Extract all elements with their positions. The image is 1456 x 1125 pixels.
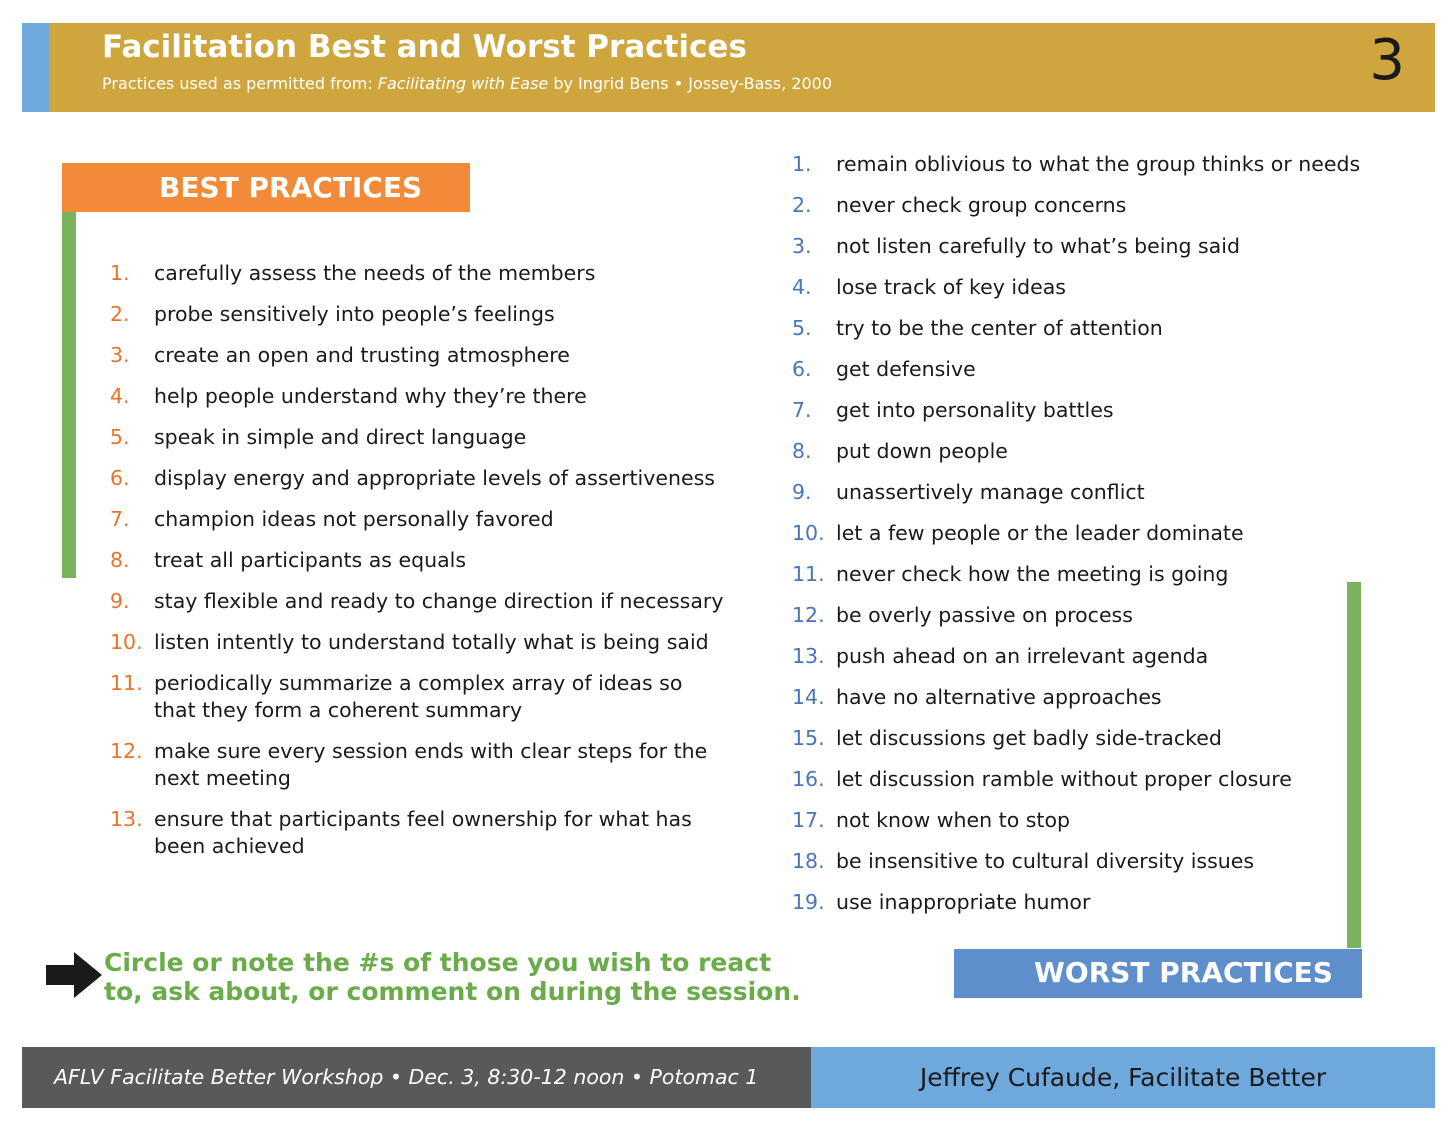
worst-practice-item-number: 8. bbox=[792, 439, 812, 463]
worst-practice-item-text: remain oblivious to what the group thinks or needs bbox=[836, 152, 1361, 176]
best-practice-item-number: 4. bbox=[110, 384, 130, 408]
best-practice-item-number: 9. bbox=[110, 589, 130, 613]
worst-practice-item bbox=[792, 274, 1412, 301]
footer-author-bar bbox=[811, 1047, 1435, 1108]
worst-practice-item bbox=[792, 725, 1412, 752]
worst-practice-item-text: lose track of key ideas bbox=[836, 275, 1066, 299]
worst-practice-item-number: 6. bbox=[792, 357, 812, 381]
best-practice-item-text: carefully assess the needs of the members bbox=[154, 261, 596, 285]
best-practice-item-text: ensure that participants feel ownership for what has been achieved bbox=[154, 807, 692, 858]
best-practice-item bbox=[110, 465, 730, 492]
worst-practice-item bbox=[792, 520, 1412, 547]
page-subtitle bbox=[102, 74, 832, 93]
worst-practice-item-number: 17. bbox=[792, 808, 825, 832]
worst-practice-item bbox=[792, 479, 1412, 506]
instruction-text: Circle or note the #s of those you wish to react to, ask about, or comment on during the session. bbox=[104, 948, 801, 1006]
best-practice-item bbox=[110, 670, 730, 724]
arrow-right-icon bbox=[46, 952, 102, 998]
worst-practices-heading: WORST PRACTICES bbox=[1034, 956, 1333, 989]
worst-practice-item-number: 19. bbox=[792, 890, 825, 914]
worst-practice-item bbox=[792, 192, 1412, 219]
best-practice-item-number: 13. bbox=[110, 807, 143, 831]
worst-practice-item bbox=[792, 315, 1412, 342]
worst-practice-item-text: get into personality battles bbox=[836, 398, 1114, 422]
worst-practice-item bbox=[792, 889, 1412, 916]
worst-practice-item bbox=[792, 848, 1412, 875]
best-practice-item bbox=[110, 588, 730, 615]
best-practice-item bbox=[110, 424, 730, 451]
best-practices-accent-bar bbox=[62, 212, 76, 578]
worst-practice-item-text: let discussions get badly side-tracked bbox=[836, 726, 1222, 750]
worst-practice-item-text: not listen carefully to what’s being said bbox=[836, 234, 1240, 258]
worst-practice-item-number: 16. bbox=[792, 767, 825, 791]
best-practice-item-number: 10. bbox=[110, 630, 143, 654]
best-practice-item-number: 11. bbox=[110, 671, 143, 695]
best-practice-item bbox=[110, 806, 730, 860]
worst-practice-item bbox=[792, 561, 1412, 588]
best-practice-item bbox=[110, 260, 730, 287]
subtitle-suffix: by Ingrid Bens • Jossey-Bass, 2000 bbox=[548, 74, 832, 93]
worst-practice-item bbox=[792, 602, 1412, 629]
worst-practice-item-text: have no alternative approaches bbox=[836, 685, 1162, 709]
page-number: 3 bbox=[1369, 28, 1405, 93]
best-practice-item-number: 7. bbox=[110, 507, 130, 531]
worst-practice-item-text: be overly passive on process bbox=[836, 603, 1133, 627]
worst-practice-item bbox=[792, 684, 1412, 711]
worst-practices-list bbox=[792, 151, 1412, 930]
best-practice-item-number: 12. bbox=[110, 739, 143, 763]
best-practices-heading: BEST PRACTICES bbox=[159, 171, 423, 204]
best-practice-item-text: listen intently to understand totally what is being said bbox=[154, 630, 709, 654]
worst-practice-item bbox=[792, 233, 1412, 260]
best-practice-item-number: 5. bbox=[110, 425, 130, 449]
best-practices-heading-bar bbox=[62, 163, 470, 212]
best-practice-item-text: stay flexible and ready to change direction if necessary bbox=[154, 589, 724, 613]
footer-event-bar bbox=[22, 1047, 811, 1108]
best-practice-item bbox=[110, 383, 730, 410]
header-accent-bar bbox=[22, 23, 49, 112]
worst-practices-heading-bar bbox=[954, 949, 1362, 998]
worst-practice-item-text: push ahead on an irrelevant agenda bbox=[836, 644, 1209, 668]
worst-practice-item bbox=[792, 356, 1412, 383]
footer-author-text: Jeffrey Cufaude, Facilitate Better bbox=[919, 1063, 1327, 1092]
best-practice-item bbox=[110, 547, 730, 574]
worst-practice-item-number: 13. bbox=[792, 644, 825, 668]
best-practice-item bbox=[110, 301, 730, 328]
worst-practice-item-text: never check group concerns bbox=[836, 193, 1127, 217]
worst-practice-item-text: unassertively manage conflict bbox=[836, 480, 1145, 504]
worst-practice-item-number: 11. bbox=[792, 562, 825, 586]
page-title: Facilitation Best and Worst Practices bbox=[102, 29, 747, 65]
worst-practice-item-number: 3. bbox=[792, 234, 812, 258]
worst-practice-item-number: 18. bbox=[792, 849, 825, 873]
footer-event-text: AFLV Facilitate Better Workshop • Dec. 3, 8:30-12 noon • Potomac 1 bbox=[54, 1065, 759, 1089]
worst-practice-item bbox=[792, 151, 1412, 178]
best-practice-item-number: 6. bbox=[110, 466, 130, 490]
best-practice-item-text: display energy and appropriate levels of assertiveness bbox=[154, 466, 715, 490]
worst-practice-item-text: never check how the meeting is going bbox=[836, 562, 1229, 586]
worst-practice-item bbox=[792, 397, 1412, 424]
best-practice-item-text: periodically summarize a complex array of ideas so that they form a coherent summary bbox=[154, 671, 683, 722]
worst-practice-item-text: get defensive bbox=[836, 357, 976, 381]
best-practice-item-text: help people understand why they’re there bbox=[154, 384, 587, 408]
worst-practice-item-text: try to be the center of attention bbox=[836, 316, 1163, 340]
worst-practices-accent-bar bbox=[1347, 582, 1361, 948]
worst-practice-item-text: not know when to stop bbox=[836, 808, 1071, 832]
worst-practice-item-text: use inappropriate humor bbox=[836, 890, 1091, 914]
best-practice-item-number: 1. bbox=[110, 261, 130, 285]
best-practice-item-number: 2. bbox=[110, 302, 130, 326]
worst-practice-item-number: 1. bbox=[792, 152, 812, 176]
header-banner bbox=[22, 23, 1435, 112]
subtitle-book-title: Facilitating with Ease bbox=[377, 74, 549, 93]
worst-practice-item-text: let discussion ramble without proper closure bbox=[836, 767, 1292, 791]
worst-practice-item-number: 10. bbox=[792, 521, 825, 545]
worst-practice-item-number: 7. bbox=[792, 398, 812, 422]
worst-practice-item-number: 12. bbox=[792, 603, 825, 627]
worst-practice-item-text: let a few people or the leader dominate bbox=[836, 521, 1244, 545]
worst-practice-item-number: 15. bbox=[792, 726, 825, 750]
best-practice-item-number: 3. bbox=[110, 343, 130, 367]
best-practice-item-number: 8. bbox=[110, 548, 130, 572]
best-practice-item bbox=[110, 506, 730, 533]
worst-practice-item bbox=[792, 643, 1412, 670]
best-practice-item-text: make sure every session ends with clear steps for the next meeting bbox=[154, 739, 708, 790]
best-practice-item-text: speak in simple and direct language bbox=[154, 425, 527, 449]
best-practice-item-text: treat all participants as equals bbox=[154, 548, 467, 572]
worst-practice-item bbox=[792, 438, 1412, 465]
worst-practice-item-number: 2. bbox=[792, 193, 812, 217]
worst-practice-item-number: 5. bbox=[792, 316, 812, 340]
worst-practice-item-number: 4. bbox=[792, 275, 812, 299]
best-practice-item bbox=[110, 738, 730, 792]
worst-practice-item-number: 14. bbox=[792, 685, 825, 709]
worst-practice-item-text: be insensitive to cultural diversity issues bbox=[836, 849, 1255, 873]
best-practice-item-text: create an open and trusting atmosphere bbox=[154, 343, 570, 367]
best-practices-list bbox=[110, 260, 730, 874]
best-practice-item-text: probe sensitively into people’s feelings bbox=[154, 302, 555, 326]
worst-practice-item-text: put down people bbox=[836, 439, 1008, 463]
best-practice-item bbox=[110, 342, 730, 369]
worst-practice-item bbox=[792, 807, 1412, 834]
worst-practice-item bbox=[792, 766, 1412, 793]
subtitle-prefix: Practices used as permitted from: bbox=[102, 74, 378, 93]
worst-practice-item-number: 9. bbox=[792, 480, 812, 504]
best-practice-item-text: champion ideas not personally favored bbox=[154, 507, 554, 531]
best-practice-item bbox=[110, 629, 730, 656]
